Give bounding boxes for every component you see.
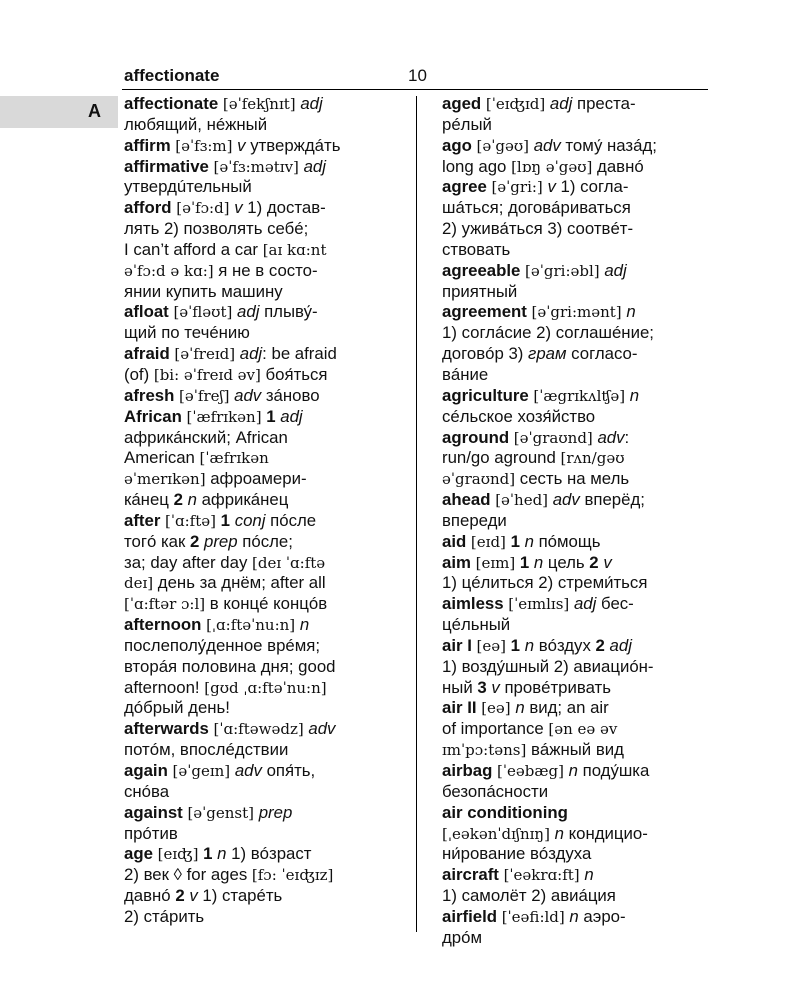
grammar-label: adv xyxy=(533,135,561,155)
grammar-label: n xyxy=(568,761,578,780)
definition-text: 2) стáрить xyxy=(124,906,205,926)
entry-line xyxy=(442,511,712,532)
transcription: [eɪd] xyxy=(470,532,506,551)
transcription: [deɪ ˈɑ:ftə xyxy=(252,553,326,572)
entry-line xyxy=(442,344,712,365)
headword: agreeable xyxy=(442,260,521,280)
entry-line xyxy=(124,782,412,803)
entry-line xyxy=(124,907,412,928)
transcription: [ən eə əv xyxy=(548,720,618,739)
entry-line xyxy=(124,115,412,136)
entry-line xyxy=(442,198,712,219)
definition-text: 1) цéлиться 2) стреми́ться xyxy=(442,573,648,593)
definition-text: American xyxy=(124,448,200,468)
headword: age xyxy=(124,844,153,864)
definition-text: боя́ться xyxy=(260,364,328,384)
grammar-label: adj xyxy=(237,302,260,322)
entry-line xyxy=(124,553,412,574)
grammar-label: prep xyxy=(258,802,293,822)
headword: aged xyxy=(442,94,482,113)
definition-text: в концé концóв xyxy=(205,594,328,614)
entry-line xyxy=(124,740,412,761)
headword: agree xyxy=(442,177,487,197)
entry-line xyxy=(124,824,412,845)
entry-line xyxy=(124,407,412,428)
definition-text: тому́ назáд; xyxy=(560,135,657,155)
grammar-label: n xyxy=(515,698,525,718)
definition-text: 1) вóзраст xyxy=(226,844,312,864)
entry-line xyxy=(124,261,412,282)
definition-text: послеполу́денное врéмя; xyxy=(124,635,321,655)
definition-text: цель xyxy=(543,552,590,572)
entry-line xyxy=(124,532,412,553)
definition-text: африкáнский; African xyxy=(124,427,288,447)
definition-text: цéльный xyxy=(442,615,511,635)
transcription: [eɪʤ] xyxy=(157,845,199,864)
definition-text: сéльское хозя́йство xyxy=(442,406,596,426)
entry-line xyxy=(124,344,412,365)
entry-line xyxy=(124,615,412,636)
transcription: [əˈfekʃnɪt] xyxy=(222,95,296,113)
entry-line xyxy=(124,448,412,469)
transcription: [əˈfɜ:m] xyxy=(175,136,233,155)
definition-text: пóмощь xyxy=(533,531,601,551)
headword: ago xyxy=(442,135,472,155)
transcription: [ˈɑ:ftə] xyxy=(165,511,216,530)
grammar-label: v xyxy=(189,886,198,906)
headword: airbag xyxy=(442,761,493,780)
grammar-label: adj xyxy=(303,156,326,176)
transcription: [gʊd ˌɑ:ftəˈnu:n] xyxy=(204,678,327,697)
definition-text: безопáсности xyxy=(442,781,549,801)
transcription: [əˈgri:əbl] xyxy=(525,261,600,280)
entry-line xyxy=(442,886,712,907)
entry-line xyxy=(124,844,412,865)
sense-number: 2 xyxy=(173,490,183,510)
entry-line xyxy=(442,261,712,282)
grammar-label: n xyxy=(533,552,544,572)
transcription: [ˈɑ:ftər ɔ:l] xyxy=(124,595,206,614)
definition-text: я не в состо- xyxy=(213,260,318,280)
transcription: [əˈgəʊ] xyxy=(476,136,530,155)
running-head-guide-word: affectionate xyxy=(124,66,220,85)
definition-text: вáжный вид xyxy=(526,740,624,760)
entry-line xyxy=(442,448,712,469)
entry-line xyxy=(124,490,412,511)
headword: afterwards xyxy=(124,719,209,739)
grammar-label: adv xyxy=(234,761,262,780)
transcription: [əˈhed] xyxy=(495,491,549,510)
grammar-label: n xyxy=(524,531,534,551)
transcription: [əˈfɜ:mətɪv] xyxy=(213,157,299,176)
definition-text: : xyxy=(624,427,630,447)
transcription: əˈgraʊnd] xyxy=(442,470,516,489)
definition-text: : be afraid xyxy=(262,344,337,364)
definition-text: договóр 3) xyxy=(442,344,529,364)
entry-line xyxy=(124,198,412,219)
entry-line xyxy=(442,865,712,886)
sense-number: 1 xyxy=(266,406,276,426)
transcription: [əˈgeɪn] xyxy=(172,762,231,780)
grammar-label: adv xyxy=(552,490,580,510)
entry-line xyxy=(124,719,412,740)
transcription: [əˈfreʃ] xyxy=(179,386,230,405)
entry-line xyxy=(124,573,412,594)
entry-line xyxy=(442,615,712,636)
entry-line xyxy=(442,177,712,198)
entry-line xyxy=(124,386,412,407)
definition-text: ный xyxy=(442,677,478,697)
entry-line xyxy=(124,157,412,178)
grammar-label: n xyxy=(299,615,310,635)
headword: airfield xyxy=(442,906,498,926)
entry-line xyxy=(124,511,412,532)
column-divider xyxy=(416,96,417,932)
sense-number: 1 xyxy=(220,510,231,530)
headword: affectionate xyxy=(124,94,219,113)
entry-line xyxy=(442,657,712,678)
headword: afternoon xyxy=(124,615,202,635)
headword: aground xyxy=(442,427,510,447)
transcription: [lɒŋ əˈgəʊ] xyxy=(511,157,593,176)
definition-text: кáнец xyxy=(124,490,174,510)
entry-line xyxy=(442,803,712,824)
entry-line xyxy=(442,553,712,574)
transcription: [əˈgri:mənt] xyxy=(531,303,622,322)
header-rule xyxy=(122,89,708,90)
entry-line xyxy=(124,657,412,678)
definition-text: 1) самолёт 2) авиáция xyxy=(442,886,616,906)
entry-line xyxy=(124,886,412,907)
entry-line xyxy=(442,573,712,594)
definition-text: любящий, нéжный xyxy=(124,114,268,134)
grammar-label: adv xyxy=(308,719,336,739)
right-column xyxy=(442,94,712,949)
grammar-label: adj xyxy=(604,260,627,280)
page-number: 10 xyxy=(408,66,427,85)
transcription: ɪmˈpɔ:təns] xyxy=(442,741,527,760)
entry-line xyxy=(442,407,712,428)
entry-line xyxy=(124,636,412,657)
definition-text: потóм, впослéдствии xyxy=(124,740,289,760)
definition-text: янии купить машину xyxy=(124,281,283,301)
entry-line xyxy=(124,282,412,303)
definition-text: 2) ужива́ться 3) соотвéт- xyxy=(442,219,634,239)
entry-line xyxy=(442,698,712,719)
entry-line xyxy=(442,844,712,865)
definition-text: (of) xyxy=(124,364,154,384)
grammar-label: n xyxy=(554,823,564,843)
definition-text: 1) достав- xyxy=(242,198,326,218)
transcription: [ˈæfrɪkən xyxy=(199,449,269,468)
transcription: [ˈæfrɪkən] xyxy=(186,407,262,426)
definition-text: 1) старéть xyxy=(197,886,283,906)
entry-line xyxy=(442,428,712,449)
grammar-label: грам xyxy=(528,344,567,364)
sense-number: 1 xyxy=(519,552,530,572)
headword: again xyxy=(124,761,168,780)
transcription: [ˈɑ:ftəwədz] xyxy=(213,720,304,739)
headword: air conditioning xyxy=(442,802,568,822)
sense-number: 1 xyxy=(510,531,520,551)
entry-line xyxy=(442,94,712,115)
definition-text: утверждáть xyxy=(245,135,341,155)
transcription: [rʌn/gəʊ xyxy=(560,449,625,468)
definition-text: run/go aground xyxy=(442,448,561,468)
definition-text: давнó xyxy=(592,156,644,176)
headword: agriculture xyxy=(442,385,529,405)
definition-text: ни́рование вóздуха xyxy=(442,844,592,864)
definition-text: бес- xyxy=(596,594,634,614)
grammar-label: adj xyxy=(300,94,323,113)
entry-line xyxy=(442,282,712,303)
definition-text: I can’t afford a car xyxy=(124,239,263,259)
sense-number: 2 xyxy=(190,531,200,551)
definition-text: впереди xyxy=(442,510,507,530)
definition-text: зáново xyxy=(261,385,320,405)
headword: air II xyxy=(442,698,477,718)
transcription: [ˈeɪmlɪs] xyxy=(508,595,570,614)
entry-line xyxy=(442,678,712,699)
transcription: [bi: əˈfreɪd əv] xyxy=(153,365,261,384)
transcription: deɪ] xyxy=(124,574,154,593)
transcription: [ˈeəbæg] xyxy=(497,762,564,780)
grammar-label: adj xyxy=(549,94,573,113)
entry-line xyxy=(442,386,712,407)
headword: against xyxy=(124,802,183,822)
transcription: [ˈeəkrɑ:ft] xyxy=(503,866,580,885)
headword: ahead xyxy=(442,490,491,510)
grammar-label: adv xyxy=(234,385,262,405)
entry-line xyxy=(124,302,412,323)
headword: aim xyxy=(442,552,471,572)
definition-text: шáться; договáриваться xyxy=(442,198,631,218)
entry-line xyxy=(124,594,412,615)
transcription: [ˈægrɪkʌlʧə] xyxy=(533,386,626,405)
headword: afresh xyxy=(124,385,175,405)
definition-text: дрóм xyxy=(442,927,482,947)
transcription: [əˈgri:] xyxy=(491,178,543,197)
entry-line xyxy=(442,782,712,803)
entry-line xyxy=(442,157,712,178)
definition-text: африкáнец xyxy=(196,490,289,510)
definition-text: of importance xyxy=(442,719,549,739)
entry-line xyxy=(124,865,412,886)
sense-number: 1 xyxy=(510,635,521,655)
definition-text: пóсле; xyxy=(237,531,293,551)
headword: affirmative xyxy=(124,156,209,176)
definition-text: лять 2) позволять себé; xyxy=(124,219,309,239)
sense-number: 1 xyxy=(203,844,213,864)
definition-text: опя́ть, xyxy=(261,761,316,780)
grammar-label: n xyxy=(629,385,640,405)
headword: afraid xyxy=(124,344,170,364)
definition-text: пóсле xyxy=(265,510,317,530)
transcription: [ˈeəfi:ld] xyxy=(501,907,565,926)
definition-text: утвердúтельный xyxy=(124,177,252,197)
definition-text: ствовать xyxy=(442,239,511,259)
definition-text: long ago xyxy=(442,156,512,176)
grammar-label: n xyxy=(187,490,197,510)
thumb-index-letter: A xyxy=(88,101,101,121)
entry-line xyxy=(442,365,712,386)
definition-text: вóздух xyxy=(534,635,596,655)
entry-line xyxy=(442,323,712,344)
definition-text: плыву́- xyxy=(259,302,318,322)
grammar-label: conj xyxy=(234,510,266,530)
definition-text: провéтривать xyxy=(499,677,611,697)
headword: after xyxy=(124,510,161,530)
headword: agreement xyxy=(442,302,527,322)
definition-text: 1) возду́шный 2) авиациóн- xyxy=(442,656,654,676)
transcription: [ˈeɪʤɪd] xyxy=(485,95,546,113)
definition-text: приятный xyxy=(442,281,518,301)
transcription: [eə] xyxy=(476,636,506,655)
transcription: [eɪm] xyxy=(475,553,516,572)
grammar-label: n xyxy=(524,635,535,655)
headword: affirm xyxy=(124,135,171,155)
entry-line xyxy=(442,740,712,761)
definition-text: аэро- xyxy=(578,906,626,926)
definition-text: поду́шка xyxy=(577,761,650,780)
entry-line xyxy=(442,719,712,740)
entry-line xyxy=(442,928,712,949)
grammar-label: v xyxy=(547,177,556,197)
grammar-label: n xyxy=(569,906,579,926)
definition-text: 2) век ◊ for ages xyxy=(124,865,252,885)
transcription: [aɪ kɑ:nt xyxy=(262,240,327,259)
definition-text: дóбрый день! xyxy=(124,698,230,718)
entry-line xyxy=(442,115,712,136)
transcription: əˈmerɪkən] xyxy=(124,470,206,489)
entry-line xyxy=(442,761,712,782)
entry-line xyxy=(442,907,712,928)
grammar-label: n xyxy=(584,865,594,885)
transcription: [əˈgenst] xyxy=(187,803,255,822)
grammar-label: n xyxy=(217,844,227,864)
headword: air I xyxy=(442,635,472,655)
definition-text: щий по течéнию xyxy=(124,323,250,343)
definition-text: соглaсо- xyxy=(566,344,638,364)
entry-line xyxy=(442,594,712,615)
definition-text: вид; an air xyxy=(524,698,609,718)
headword: afford xyxy=(124,198,172,218)
entry-line xyxy=(124,365,412,386)
definition-text: рéлый xyxy=(442,114,492,134)
entry-line xyxy=(124,469,412,490)
definition-text: за; day after day xyxy=(124,552,253,572)
transcription: [əˈfɔ:d] xyxy=(176,199,230,218)
left-column xyxy=(124,94,412,928)
entry-line xyxy=(442,136,712,157)
transcription: [fɔ: ˈeɪʤɪz] xyxy=(251,866,334,885)
entry-line xyxy=(124,428,412,449)
grammar-label: adj xyxy=(573,594,597,614)
entry-line xyxy=(124,698,412,719)
entry-line xyxy=(442,490,712,511)
grammar-label: v xyxy=(237,135,246,155)
sense-number: 2 xyxy=(589,552,599,572)
grammar-label: adj xyxy=(239,344,263,364)
entry-line xyxy=(124,761,412,782)
entry-line xyxy=(442,532,712,553)
transcription: [əˈgraʊnd] xyxy=(513,428,593,447)
sense-number: 2 xyxy=(595,635,605,655)
transcription: [əˈfləʊt] xyxy=(173,303,233,322)
headword: afloat xyxy=(124,302,169,322)
transcription: [ˌɑ:ftəˈnu:n] xyxy=(206,616,296,635)
definition-text: вторáя половина дня; good xyxy=(124,656,336,676)
definition-text: прóтив xyxy=(124,823,178,843)
headword: aid xyxy=(442,531,467,551)
entry-line xyxy=(442,302,712,323)
grammar-label: n xyxy=(626,302,636,322)
definition-text: день за днём; after all xyxy=(153,573,326,593)
definition-text: вперёд; xyxy=(579,490,645,510)
grammar-label: v xyxy=(234,198,243,218)
transcription: [ˌeəkənˈdɪʃnɪŋ] xyxy=(442,824,550,843)
definition-text: 1) соглáсие 2) соглашéние; xyxy=(442,323,654,343)
entry-line xyxy=(124,803,412,824)
headword: African xyxy=(124,406,182,426)
grammar-label: adj xyxy=(609,635,632,655)
definition-text: преста- xyxy=(572,94,636,113)
sense-number: 3 xyxy=(477,677,487,697)
entry-line xyxy=(124,323,412,344)
definition-text: давнó xyxy=(124,886,176,906)
grammar-label: v xyxy=(491,677,500,697)
entry-line xyxy=(442,469,712,490)
entry-line xyxy=(442,636,712,657)
transcription: əˈfɔ:d ə kɑ:] xyxy=(124,261,214,280)
entry-line xyxy=(124,94,412,115)
entry-line xyxy=(124,177,412,198)
entry-line xyxy=(442,240,712,261)
transcription: [eə] xyxy=(481,699,511,718)
definition-text: 1) соглa- xyxy=(555,177,629,197)
entry-line xyxy=(124,136,412,157)
definition-text: тогó как xyxy=(124,531,190,551)
definition-text: afternoon! xyxy=(124,677,205,697)
definition-text: сесть на мель xyxy=(515,469,630,489)
transcription: [əˈfreɪd] xyxy=(174,345,236,364)
sense-number: 2 xyxy=(175,886,185,906)
definition-text: вáние xyxy=(442,364,489,384)
entry-line xyxy=(442,219,712,240)
grammar-label: adv xyxy=(597,427,625,447)
entry-line xyxy=(124,240,412,261)
grammar-label: v xyxy=(603,552,612,572)
definition-text: кондицио- xyxy=(563,823,648,843)
entry-line xyxy=(124,678,412,699)
grammar-label: adj xyxy=(280,406,303,426)
definition-text: снóва xyxy=(124,781,170,801)
entry-line xyxy=(124,219,412,240)
headword: aimless xyxy=(442,594,504,614)
grammar-label: prep xyxy=(204,531,238,551)
entry-line xyxy=(442,824,712,845)
definition-text: афроамери- xyxy=(205,469,307,489)
headword: aircraft xyxy=(442,865,499,885)
